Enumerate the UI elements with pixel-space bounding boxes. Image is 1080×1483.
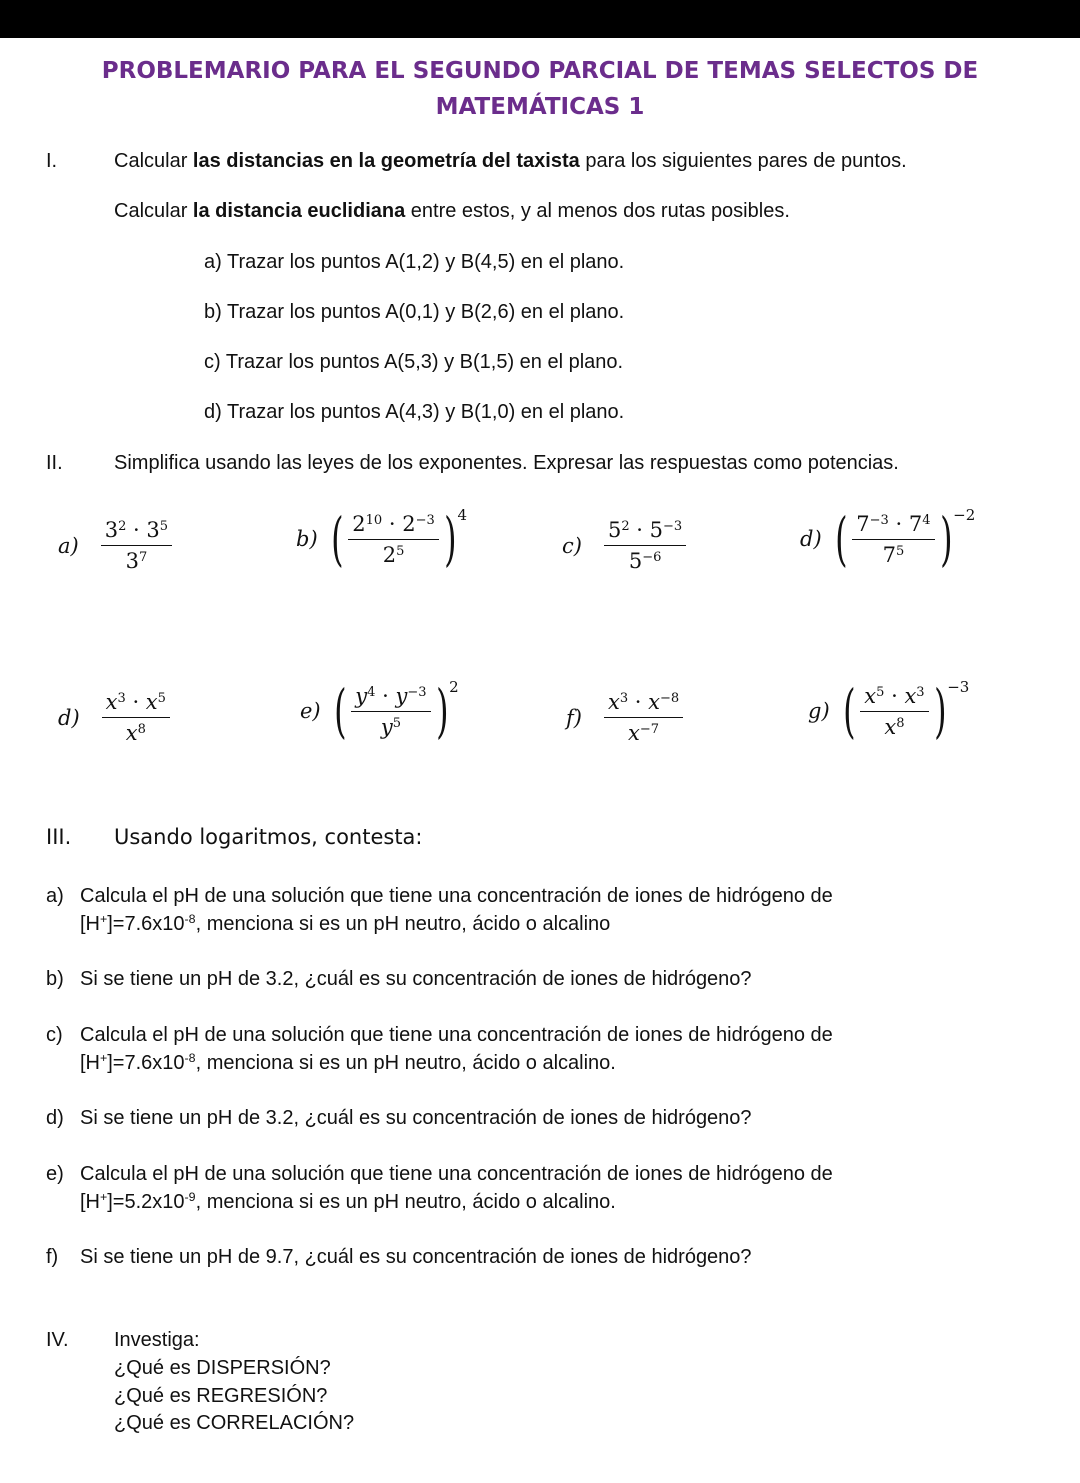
exponent-exercise-1b: b) ( $\frac{2^{10} \cdot 2^{-3}}{2^5}$ ) 4 (296, 505, 467, 573)
section-4-question-1: ¿Qué es DISPERSIÓN? (114, 1357, 331, 1379)
section-1-item-a: a) Trazar los puntos A(1,2) y B(4,5) en el plano. (204, 251, 625, 273)
section-1-item-c: c) Trazar los puntos A(5,3) y B(1,5) en el plano. (204, 351, 624, 373)
section-4-number: IV. (46, 1329, 69, 1351)
exponent-exercise-2g: g) ( $\frac{x^5 \cdot x^3}{x^8}$ ) −3 (808, 677, 970, 745)
section-4-question-2: ¿Qué es REGRESIÓN? (114, 1385, 328, 1407)
exponent-exercise-2d: d) $\frac{x^3 \cdot x^5}{x^8}$ (58, 690, 170, 745)
document-title-line-2: MATEMÁTICAS 1 (435, 94, 645, 120)
section-3-instruction: Usando logaritmos, contesta: (114, 825, 423, 849)
section-1-instruction-2: Calcular la distancia euclidiana entre estos, y al menos dos rutas posibles. (114, 200, 790, 222)
exponent-exercise-1c: c) $\frac{5^2 \cdot 5^{-3}}{5^{-6}}$ (562, 518, 686, 573)
section-3-item-b: b) Si se tiene un pH de 3.2, ¿cuál es su concentración de iones de hidrógeno? (46, 968, 752, 990)
section-2-instruction: Simplifica usando las leyes de los exponentes. Expresar las respuestas como potencias. (114, 452, 899, 474)
exponent-exercise-1a: a) $\frac{3^2 \cdot 3^5}{3^7}$ (58, 518, 172, 573)
section-1-item-d: d) Trazar los puntos A(4,3) y B(1,0) en el plano. (204, 401, 625, 423)
top-bar (0, 0, 1080, 38)
section-2-number: II. (46, 452, 63, 474)
section-1-item-b: b) Trazar los puntos A(0,1) y B(2,6) en el plano. (204, 301, 625, 323)
section-3-number: III. (46, 825, 72, 849)
section-3-item-a: a) Calcula el pH de una solución que tiene una concentración de iones de hidrógeno de $[H^+]=7.6x10^{-8}$, menciona si es un pH neutro, ácido o alcalino (46, 885, 833, 935)
section-1-number: I. (46, 150, 58, 172)
exponent-exercise-1d: d) ( $\frac{7^{-3} \cdot 7^4}{7^5}$ ) −2 (800, 505, 976, 573)
section-3-item-f: f) Si se tiene un pH de 9.7, ¿cuál es su concentración de iones de hidrógeno? (46, 1246, 752, 1268)
section-4-question-3: ¿Qué es CORRELACIÓN? (114, 1412, 355, 1434)
exponent-exercise-2f: f) $\frac{x^3 \cdot x^{-8}}{x^{-7}}$ (566, 690, 683, 745)
section-3-item-e: e) Calcula el pH de una solución que tiene una concentración de iones de hidrógeno de $[H^+]=5.2x10^{-9}$, menciona si es un pH neutro, ácido o alcalino. (46, 1163, 833, 1213)
exponent-exercise-2e: e) ( $\frac{y^4 \cdot y^{-3}}{y^5}$ ) 2 (300, 677, 459, 745)
section-4-instruction: Investiga: (114, 1329, 200, 1351)
section-1-instruction-1: Calcular las distancias en la geometría del taxista para los siguientes pares de puntos. (114, 150, 907, 172)
section-3-item-d: d) Si se tiene un pH de 3.2, ¿cuál es su concentración de iones de hidrógeno? (46, 1107, 752, 1129)
section-3-item-c: c) Calcula el pH de una solución que tiene una concentración de iones de hidrógeno de $[H^+]=7.6x10^{-8}$, menciona si es un pH neutro, ácido o alcalino. (46, 1024, 833, 1074)
document-title-line-1: PROBLEMARIO PARA EL SEGUNDO PARCIAL DE TEMAS SELECTOS DE (101, 58, 979, 84)
